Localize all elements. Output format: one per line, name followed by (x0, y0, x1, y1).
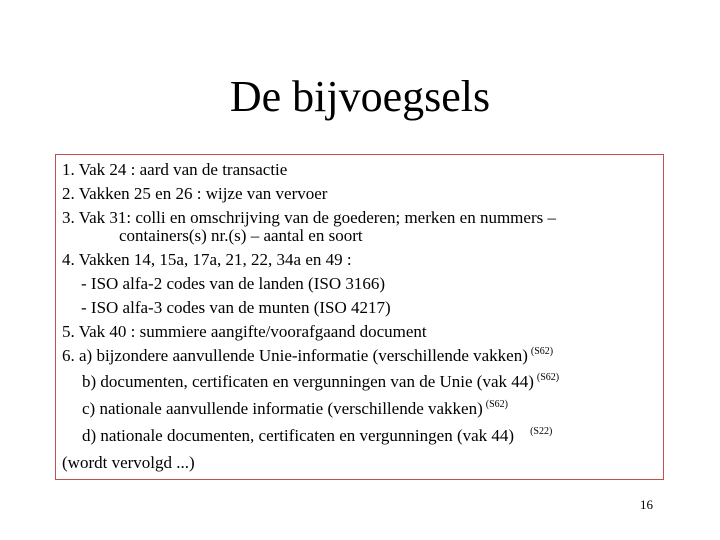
list-item-text: d) nationale documenten, certificaten en vergunningen (vak 44) (82, 425, 515, 445)
slide-title: De bijvoegsels (229, 72, 491, 121)
list-item: 4. Vakken 14, 15a, 17a, 21, 22, 34a en 49 : (62, 250, 352, 270)
sub-list-item: - ISO alfa-3 codes van de munten (ISO 4217) (81, 297, 391, 317)
footnote-marker: (S22) (530, 425, 553, 437)
list-item (62, 344, 663, 371)
page-number: 16 (640, 497, 653, 512)
list-item-continuation: containers(s) nr.(s) – aantal en soort (119, 226, 363, 246)
continuation-note: (wordt vervolgd ...) (62, 452, 195, 472)
sub-list-item: - ISO alfa-2 codes van de landen (ISO 3166) (81, 274, 386, 294)
list-item-text: b) documenten, certificaten en vergunningen van de Unie (vak 44) (82, 372, 534, 392)
footnote-marker: (S62) (536, 372, 560, 384)
list-item: 1. Vak 24 : aard van de transactie (62, 160, 288, 179)
sub-list-item (62, 370, 663, 397)
content-box (55, 154, 664, 480)
sub-list-item (62, 424, 663, 451)
footnote-marker: (S62) (485, 399, 508, 411)
sub-list-item (62, 397, 663, 424)
list-item: 2. Vakken 25 en 26 : wijze van vervoer (62, 183, 328, 203)
list-item-text: 6. a) bijzondere aanvullende Unie-informatie (verschillende vakken) (62, 345, 528, 365)
list-item: 3. Vak 31: colli en omschrijving van de goederen; merken en nummers – (62, 207, 556, 227)
list-item-text: c) nationale aanvullende informatie (verschillende vakken) (82, 399, 483, 419)
footnote-marker: (S62) (530, 345, 554, 357)
list-item: 5. Vak 40 : summiere aangifte/voorafgaand document (62, 321, 427, 341)
